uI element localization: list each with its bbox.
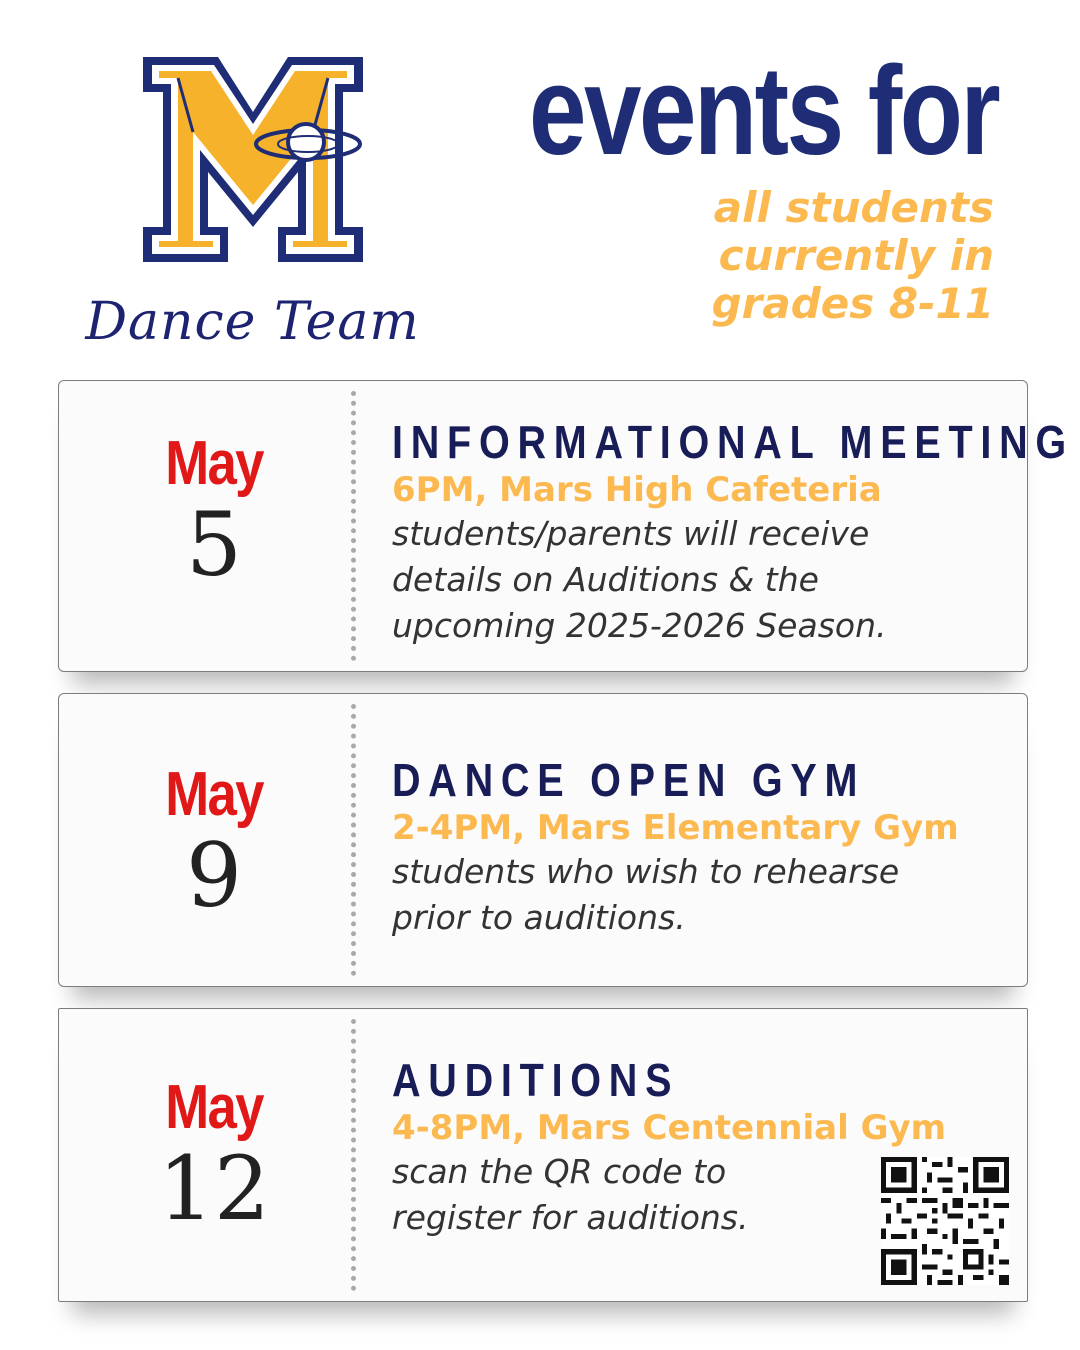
event-day: 12 [158,1137,270,1240]
event-day: 5 [186,493,242,596]
event-info [392,754,997,941]
description-line: students/parents will receive [392,514,870,553]
event-card-auditions [58,1008,1028,1302]
event-card-dance-open-gym [58,693,1028,987]
description-line: prior to auditions. [392,898,686,937]
event-title: AUDITIONS [392,1054,680,1106]
subhead-line: grades 8-11 [711,279,994,328]
qr-code-icon[interactable] [881,1157,1009,1285]
event-info [392,416,1074,649]
dotted-divider [351,704,356,976]
event-date [149,1073,279,1240]
dotted-divider [351,391,356,661]
event-date [149,429,279,596]
description-line: students who wish to rehearse [392,852,900,891]
event-description [392,511,997,649]
event-month: May [165,429,263,498]
event-description [392,849,997,941]
event-title: DANCE OPEN GYM [392,754,866,806]
subhead [712,184,994,328]
description-line: details on Auditions & the [392,560,819,599]
description-line: upcoming 2025-2026 Season. [392,606,887,645]
event-title: INFORMATIONAL MEETING [392,416,1074,468]
description-line: scan the QR code to [392,1152,727,1191]
logo-text: Dance Team [85,292,420,352]
dotted-divider [351,1019,356,1291]
subhead-line: currently in [718,231,994,280]
event-date [149,760,279,927]
subhead-line: all students [713,183,994,232]
event-time-location: 2-4PM, Mars Elementary Gym [392,808,959,848]
headline: events for [528,40,998,181]
description-line: register for auditions. [392,1198,749,1237]
m-logo-icon [138,52,368,267]
event-month: May [165,1073,263,1142]
event-day: 9 [186,824,242,927]
event-time-location: 4-8PM, Mars Centennial Gym [392,1108,947,1148]
event-card-informational-meeting [58,380,1074,672]
event-time-location: 6PM, Mars High Cafeteria [392,470,882,510]
dance-team-logo [80,52,425,352]
event-month: May [165,760,263,829]
